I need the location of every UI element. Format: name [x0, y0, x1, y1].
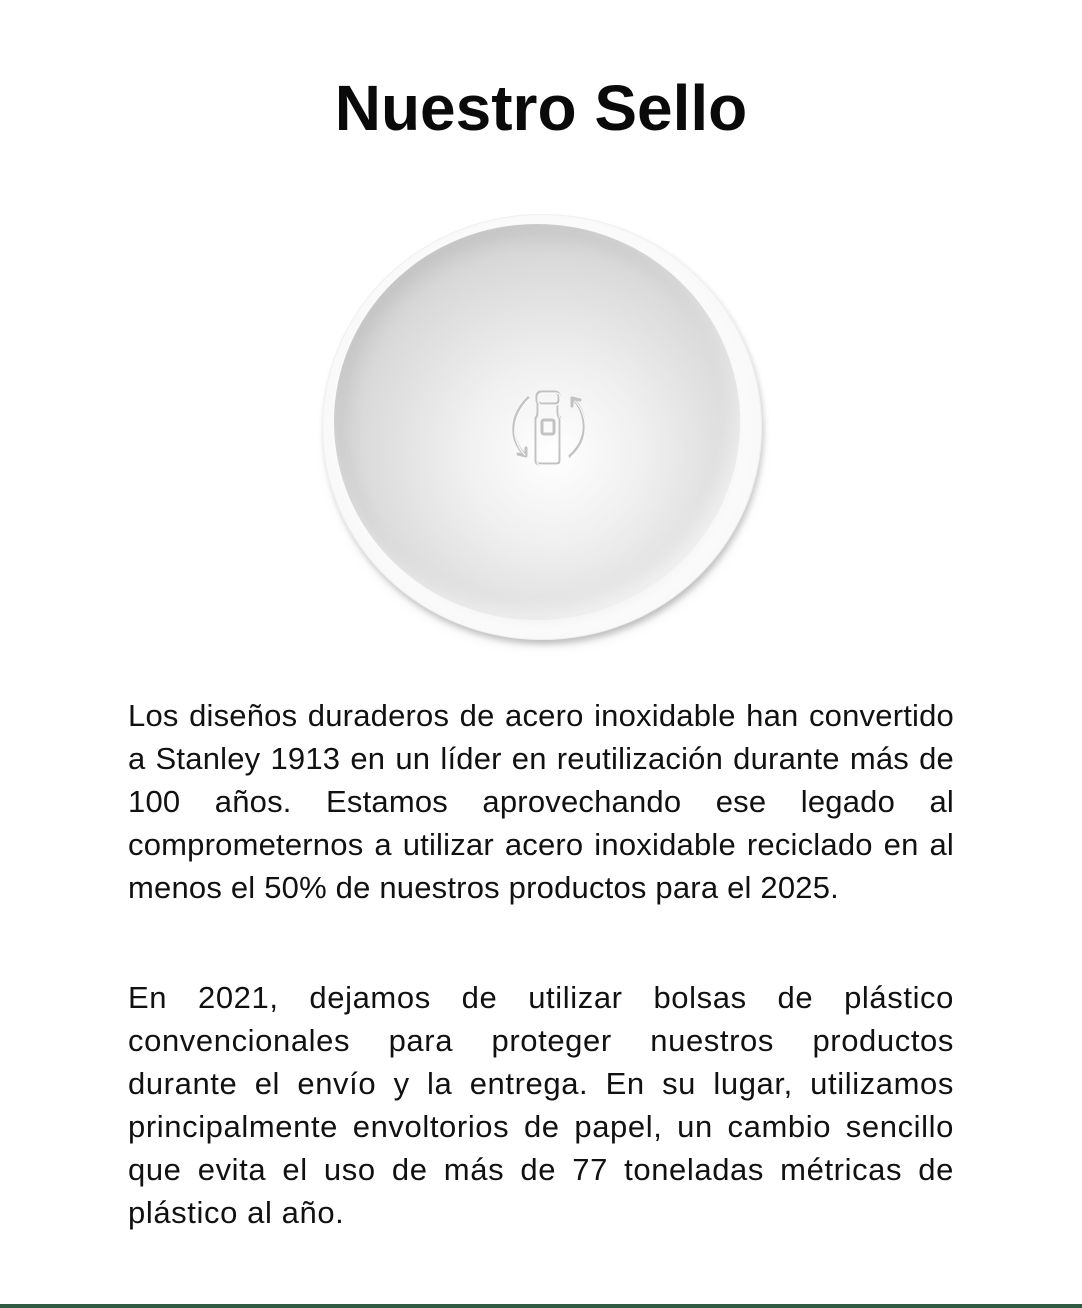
seal-image [314, 208, 774, 648]
seal-face [334, 224, 740, 620]
bottle-recycle-icon [494, 372, 604, 482]
intro-paragraph: Los diseños duraderos de acero inoxidable han convertido a Stanley 1913 en un líder en reutilización durante más de 100 años. Estamos aprovechando ese legado al comprometernos a utilizar acero inoxidable reciclado en al menos el 50% de nuestros productos para el 2025. [128, 698, 954, 905]
packaging-paragraph: En 2021, dejamos de utilizar bolsas de plástico convencionales para proteger nuestros productos durante el envío y la entrega. En su lugar, utilizamos principalmente envoltorios de papel, un cambio sencillo que evita el uso de más de 77 toneladas métricas de plástico al año. [128, 980, 954, 1230]
bottom-divider [0, 1304, 1082, 1308]
page-title: Nuestro Sello [334, 72, 748, 144]
seal-rim [322, 214, 762, 640]
